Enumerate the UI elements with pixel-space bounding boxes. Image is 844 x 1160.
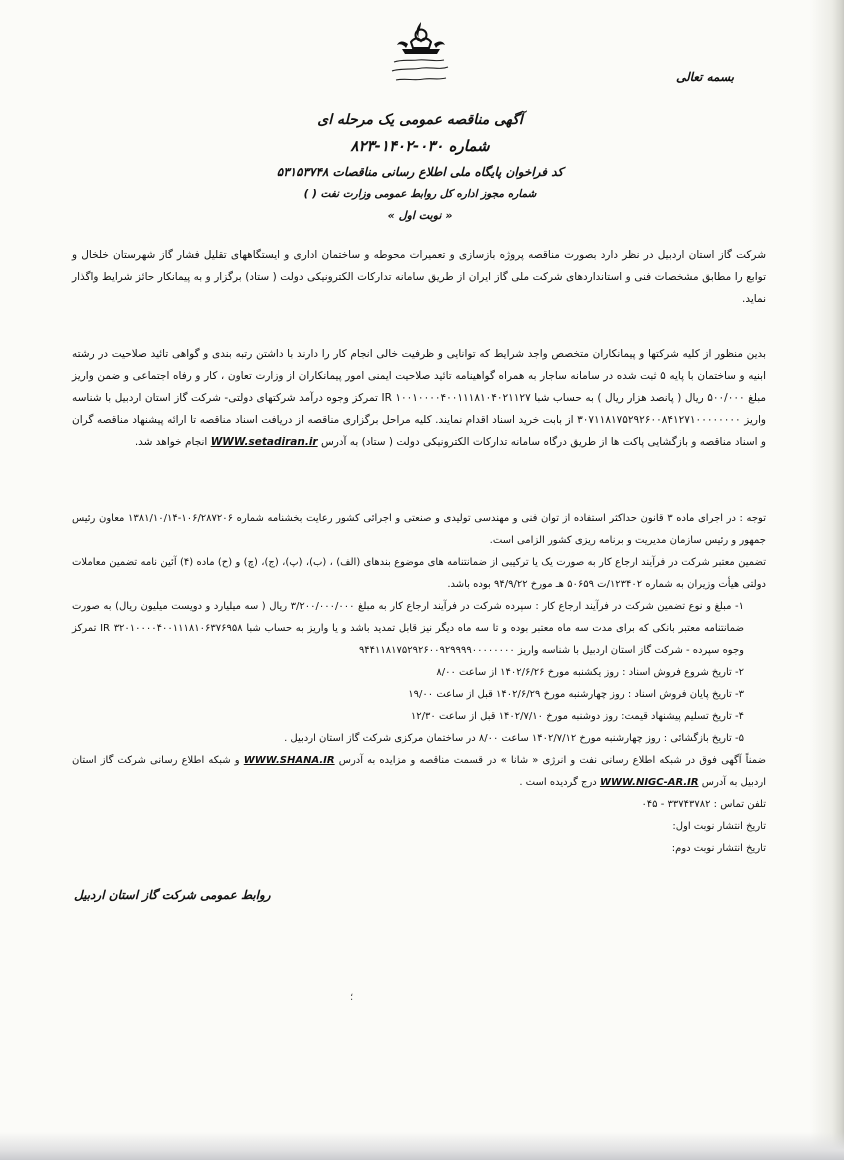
intro-paragraph: شرکت گاز استان اردبیل در نظر دارد بصورت مناقصه پروژه بازسازی و تعمیرات محوطه و ساختمان اداری و ایستگاههای تقلیل فشار گاز شهرستان خلخال و توابع را مطابق مشخصات فنی و استانداردهای شرکت ملی گاز ایران از طریق سامانه تدارکات الکترونیکی دولت ( ستاد) برگزار و به پیمانکار حائز شرایط واگذار نماید. xyxy=(72,249,766,305)
shana-link[interactable]: WWW.SHANA.IR xyxy=(243,755,335,766)
list-item: ۳- تاریخ پایان فروش اسناد : روز چهارشنبه مورخ ۱۴۰۲/۶/۲۹ قبل از ساعت ۱۹/۰۰ xyxy=(408,689,744,700)
eligibility-text-end: انجام خواهد شد. xyxy=(134,436,208,448)
publish-note-mid: و شبکه اطلاع رسانی شرکت گاز استان اردبیل به آدرس xyxy=(72,755,766,788)
list-item: ۵- تاریخ بازگشائی : روز چهارشنبه مورخ ۱۴۰۲/۷/۱۲ ساعت ۸/۰۰ در ساختمان مرکزی شرکت گاز استان اردبیل . xyxy=(284,733,744,744)
permit-number: شماره مجوز اداره کل روابط عمومی وزارت نفت ( ) xyxy=(303,188,537,200)
eligibility-paragraph xyxy=(72,343,766,453)
publish-note-end: درج گردیده است . xyxy=(519,777,597,788)
title-block xyxy=(230,112,610,222)
nigc-logo-icon xyxy=(362,18,480,90)
list-item: ۴- تاریخ تسلیم پیشنهاد قیمت: روز دوشنبه مورخ ۱۴۰۲/۷/۱۰ قبل از ساعت ۱۲/۳۰ xyxy=(410,711,744,722)
first-publish-date: تاریخ انتشار نوبت اول: xyxy=(672,821,766,832)
page-mark: ؛ xyxy=(350,992,354,1003)
tender-title: آگهی مناقصه عمومی یک مرحله ای xyxy=(317,112,523,128)
scan-shadow-right xyxy=(810,0,844,1160)
basmala: بسمه تعالی xyxy=(675,70,734,84)
tender-call-code: کد فراخوان پایگاه ملی اطلاع رسانی مناقصات ۵۳۱۵۳۷۴۸ xyxy=(276,165,564,179)
nigc-logo-icon xyxy=(362,18,480,90)
tender-number: شماره ۰۳۰-۱۴۰۲-۸۲۳ xyxy=(350,137,490,155)
guarantee-note: تضمین معتبر شرکت در فرآیند ارجاع کار به صورت یک یا ترکیبی از ضمانتنامه های موضوع بندهای (الف) ، (ب)، (پ)، (ج)، (چ) و (ح) ماده (۴) آئین نامه تضمین معاملات دولتی هیأت وزیران به شماره ۱۲۳۴۰۲/ت ۵۰۶۵۹ هـ مورخ ۹۴/۹/۲۲ بوده باشد. xyxy=(72,557,766,590)
setad-link[interactable]: WWW.setadiran.ir xyxy=(210,436,318,448)
second-publish-date: تاریخ انتشار نوبت دوم: xyxy=(671,843,766,854)
notes-section xyxy=(72,508,766,860)
list-item: ۲- تاریخ شروع فروش اسناد : روز یکشنبه مورخ ۱۴۰۲/۶/۲۶ از ساعت ۸/۰۰ xyxy=(436,667,744,678)
nigc-link[interactable]: WWW.NIGC-AR.IR xyxy=(599,777,699,788)
contact-phone: تلفن تماس : ۳۳۷۴۳۷۸۲ - ۰۴۵ xyxy=(641,799,766,810)
publish-note-start: ضمناً آگهی فوق در شبکه اطلاع رسانی نفت و انرژی « شانا » در قسمت مناقصه و مزایده به آدرس xyxy=(338,755,767,766)
eligibility-text: بدین منظور از کلیه شرکتها و پیمانکاران متخصص واجد شرایط که توانایی و ظرفیت خالی انجام کار را دارند با داشتن رتبه بندی و گواهی تائید صلاحیت در رشته ابنیه و ساختمان با پایه ۵ ثبت شده در سامانه ساجار به همراه گواهینامه تائید صلاحیت ایمنی امور پیمانکاران از وزارت تعاون ، کار و رفاه اجتماعی و ضمن واریز مبلغ ۵۰۰/۰۰۰ ریال ( پانصد هزار ریال ) به حساب شبا IR ۱۰۰۱۰۰۰۰۴۰۰۱۱۱۸۱۰۴۰۲۱۱۲۷ تمرکز وجوه درآمد شرکتهای دولتی- شرکت گاز استان اردبیل با شناسه واریز ۳۰۷۱۱۸۱۷۵۲۹۲۶۰۰۸۴۱۲۷۱۰۰۰۰۰۰۰۰ از بابت خرید اسناد اقدام نمایند. کلیه مراحل برگزاری مناقصه از دریافت اسناد مناقصه تا ارائه پیشنهاد مناقصه گران و اسناد مناقصه و بازگشایی پاکت ها از طریق درگاه سامانه تدارکات الکترونیکی دولت ( ستاد) به آدرس xyxy=(72,348,767,448)
publish-note xyxy=(72,750,766,794)
publication-round: « نوبت اول » xyxy=(387,209,453,222)
attention-note: توجه : در اجرای ماده ۳ قانون حداکثر استفاده از توان فنی و مهندسی تولیدی و صنعتی و اجرائی کشور رعایت بخشنامه شماره ۱۰۶/۲۸۷۲۰۶-۱۳۸۱/۱۰/۱۴ معاون رئیس جمهور و رئیس سازمان مدیریت و برنامه ریزی کشور الزامی است. xyxy=(72,513,767,546)
signature: روابط عمومی شرکت گاز استان اردبیل xyxy=(74,888,271,902)
scan-shadow-bottom xyxy=(0,1132,844,1160)
list-item: ۱- مبلغ و نوع تضمین شرکت در فرآیند ارجاع کار : سپرده شرکت در فرآیند ارجاع کار به مبلغ ۳/۲۰۰/۰۰۰/۰۰۰ ریال ( سه میلیارد و دویست میلیون ریال) به صورت ضمانتنامه معتبر بانکی که برای مدت سه ماه معتبر بوده و تا سه ماه دیگر نیز قابل تمدید باشد و یا واریز به حساب شبا IR ۳۲۰۱۰۰۰۰۴۰۰۱۱۱۸۱۰۶۳۷۶۹۵۸ تمرکز وجوه سپرده - شرکت گاز استان اردبیل با شناسه واریز ۹۴۴۱۱۸۱۷۵۲۹۲۶۰۰۹۲۹۹۹۹۰۰۰۰۰۰۰۰ xyxy=(72,601,744,656)
